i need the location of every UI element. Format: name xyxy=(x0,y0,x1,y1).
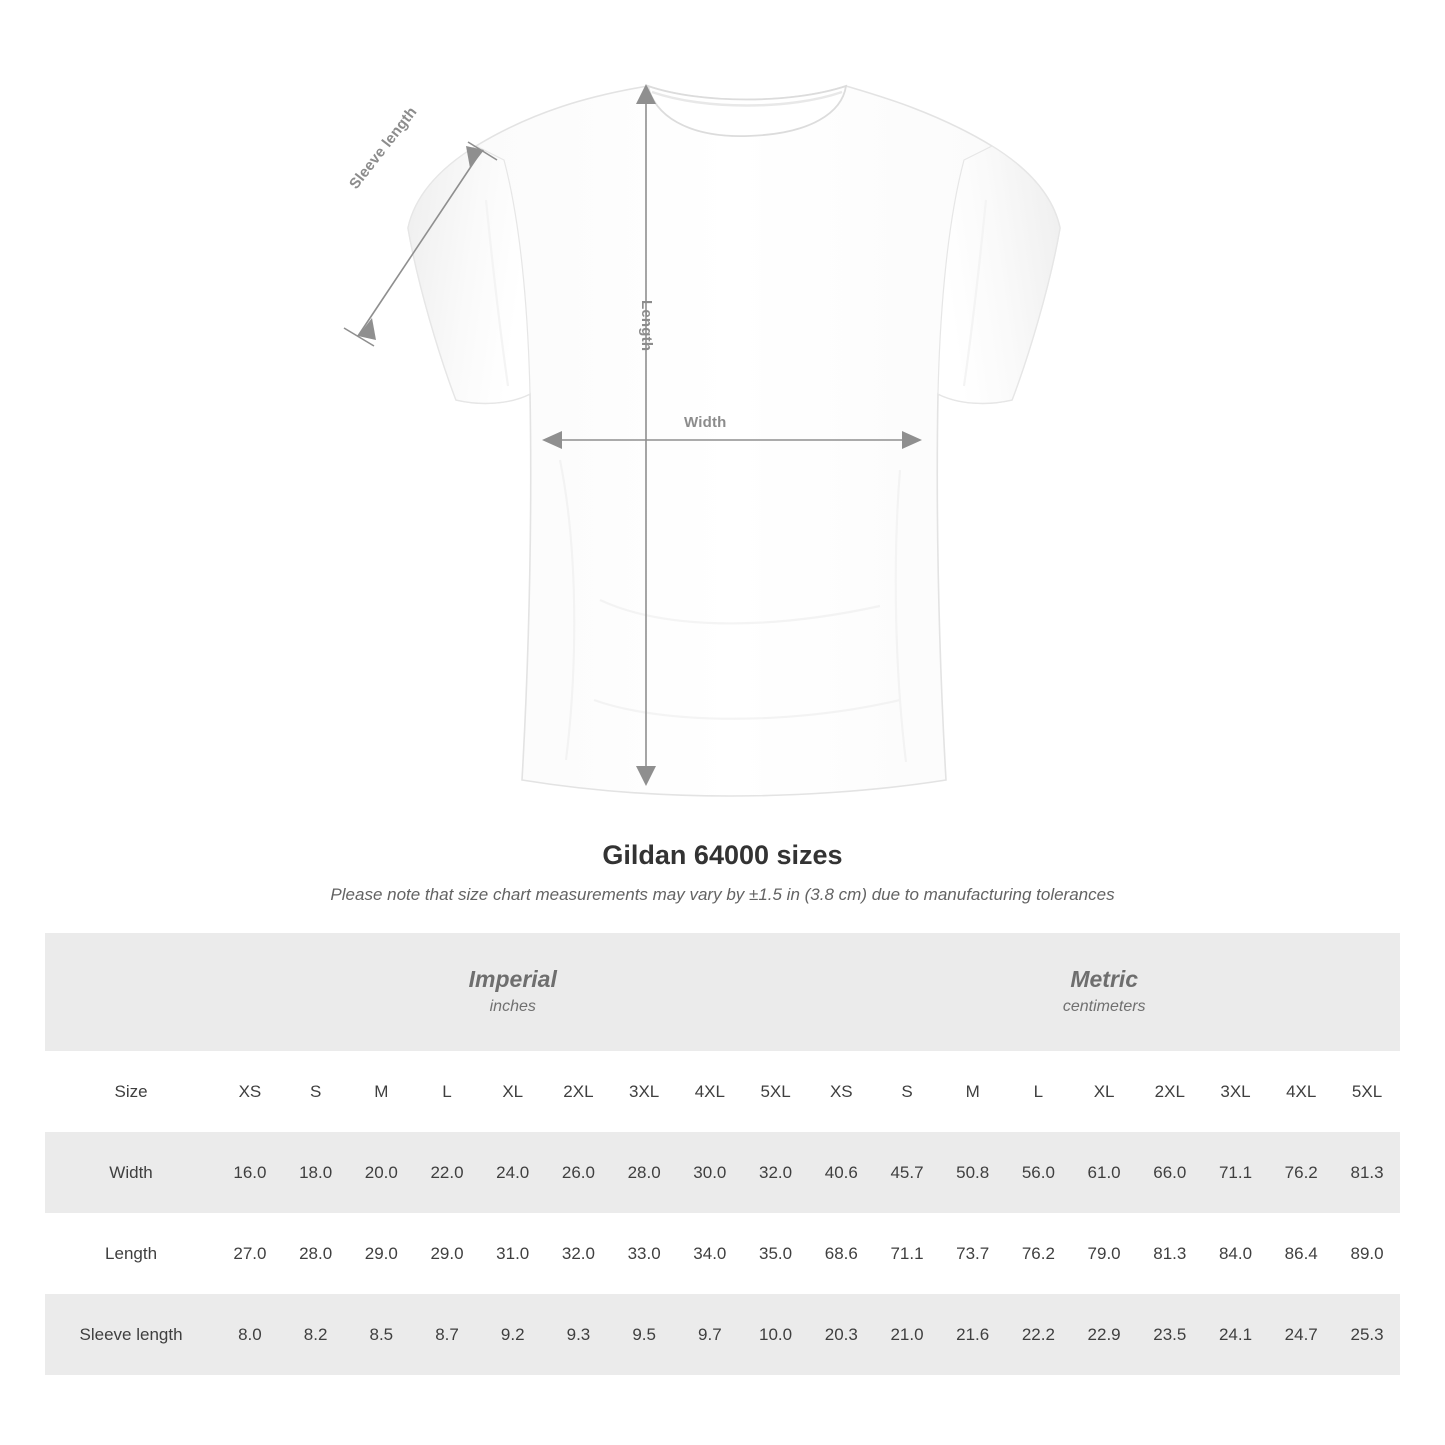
unit-system-metric-name: Metric xyxy=(1070,965,1139,992)
cell-value: 76.2 xyxy=(1268,1132,1334,1213)
cell-value: 71.1 xyxy=(1203,1132,1269,1213)
unit-system-imperial-unit: inches xyxy=(489,997,536,1015)
cell-value: 28.0 xyxy=(611,1132,677,1213)
cell-value: 50.8 xyxy=(940,1132,1006,1213)
cell-value: 86.4 xyxy=(1268,1213,1334,1294)
cell-value: 68.6 xyxy=(808,1213,874,1294)
cell-value: 22.2 xyxy=(1006,1294,1072,1375)
table-row xyxy=(45,1294,1400,1375)
page-title: Gildan 64000 sizes xyxy=(602,840,843,870)
cell-value: 45.7 xyxy=(874,1132,940,1213)
cell-value: 35.0 xyxy=(743,1213,809,1294)
cell-value: 27.0 xyxy=(217,1213,283,1294)
cell-value: 20.0 xyxy=(348,1132,414,1213)
cell-value: 81.3 xyxy=(1137,1213,1203,1294)
cell-value: 66.0 xyxy=(1137,1132,1203,1213)
unit-system-metric-unit: centimeters xyxy=(1062,997,1146,1015)
length-dimension-label: Length xyxy=(638,300,655,352)
measurement-note: Please note that size chart measurements may vary by ±1.5 in (3.8 cm) due to manufacturing tolerances xyxy=(330,885,1115,904)
size-chart-table-wrapper xyxy=(45,933,1400,1375)
cell-value: 22.9 xyxy=(1071,1294,1137,1375)
unit-system-header-row xyxy=(45,933,1400,1051)
row-label-width: Width xyxy=(45,1132,217,1213)
cell-value: 61.0 xyxy=(1071,1132,1137,1213)
row-label-sleeve-length: Sleeve length xyxy=(45,1294,217,1375)
table-row xyxy=(45,1132,1400,1213)
cell-value: 10.0 xyxy=(743,1294,809,1375)
column-header-size: 4XL xyxy=(1268,1051,1334,1132)
column-header-size: S xyxy=(283,1051,349,1132)
size-header-row xyxy=(45,1051,1400,1132)
cell-value: 22.0 xyxy=(414,1132,480,1213)
column-header-size: 5XL xyxy=(1334,1051,1400,1132)
row-label-length: Length xyxy=(45,1213,217,1294)
cell-value: 8.0 xyxy=(217,1294,283,1375)
cell-value: 9.3 xyxy=(546,1294,612,1375)
column-header-size: XL xyxy=(480,1051,546,1132)
cell-value: 73.7 xyxy=(940,1213,1006,1294)
cell-value: 21.0 xyxy=(874,1294,940,1375)
cell-value: 29.0 xyxy=(414,1213,480,1294)
column-header-size: M xyxy=(940,1051,1006,1132)
row-header-size: Size xyxy=(45,1051,217,1132)
cell-value: 24.1 xyxy=(1203,1294,1269,1375)
table-row xyxy=(45,1213,1400,1294)
cell-value: 21.6 xyxy=(940,1294,1006,1375)
column-header-size: L xyxy=(414,1051,480,1132)
width-dimension-label: Width xyxy=(684,414,727,431)
column-header-size: 2XL xyxy=(1137,1051,1203,1132)
cell-value: 31.0 xyxy=(480,1213,546,1294)
unit-system-spacer xyxy=(45,933,217,1051)
cell-value: 34.0 xyxy=(677,1213,743,1294)
cell-value: 40.6 xyxy=(808,1132,874,1213)
cell-value: 20.3 xyxy=(808,1294,874,1375)
cell-value: 18.0 xyxy=(283,1132,349,1213)
column-header-size: 3XL xyxy=(1203,1051,1269,1132)
column-header-size: 5XL xyxy=(743,1051,809,1132)
cell-value: 32.0 xyxy=(546,1213,612,1294)
cell-value: 84.0 xyxy=(1203,1213,1269,1294)
column-header-size: 4XL xyxy=(677,1051,743,1132)
sleeve-length-dimension-label: Sleeve length xyxy=(346,103,421,193)
cell-value: 9.5 xyxy=(611,1294,677,1375)
size-chart-table xyxy=(45,933,1400,1375)
column-header-size: XL xyxy=(1071,1051,1137,1132)
cell-value: 25.3 xyxy=(1334,1294,1400,1375)
cell-value: 79.0 xyxy=(1071,1213,1137,1294)
cell-value: 9.2 xyxy=(480,1294,546,1375)
cell-value: 33.0 xyxy=(611,1213,677,1294)
cell-value: 9.7 xyxy=(677,1294,743,1375)
cell-value: 8.2 xyxy=(283,1294,349,1375)
cell-value: 29.0 xyxy=(348,1213,414,1294)
cell-value: 76.2 xyxy=(1006,1213,1072,1294)
column-header-size: 3XL xyxy=(611,1051,677,1132)
column-header-size: S xyxy=(874,1051,940,1132)
cell-value: 23.5 xyxy=(1137,1294,1203,1375)
cell-value: 71.1 xyxy=(874,1213,940,1294)
cell-value: 24.0 xyxy=(480,1132,546,1213)
cell-value: 16.0 xyxy=(217,1132,283,1213)
column-header-size: XS xyxy=(808,1051,874,1132)
unit-system-metric xyxy=(808,933,1400,1051)
unit-system-imperial-name: Imperial xyxy=(468,965,557,992)
cell-value: 26.0 xyxy=(546,1132,612,1213)
cell-value: 8.7 xyxy=(414,1294,480,1375)
cell-value: 32.0 xyxy=(743,1132,809,1213)
column-header-size: XS xyxy=(217,1051,283,1132)
cell-value: 28.0 xyxy=(283,1213,349,1294)
column-header-size: L xyxy=(1006,1051,1072,1132)
cell-value: 24.7 xyxy=(1268,1294,1334,1375)
cell-value: 30.0 xyxy=(677,1132,743,1213)
unit-system-imperial xyxy=(217,933,808,1051)
column-header-size: 2XL xyxy=(546,1051,612,1132)
cell-value: 8.5 xyxy=(348,1294,414,1375)
cell-value: 81.3 xyxy=(1334,1132,1400,1213)
cell-value: 89.0 xyxy=(1334,1213,1400,1294)
cell-value: 56.0 xyxy=(1006,1132,1072,1213)
column-header-size: M xyxy=(348,1051,414,1132)
title-block xyxy=(0,840,1445,905)
